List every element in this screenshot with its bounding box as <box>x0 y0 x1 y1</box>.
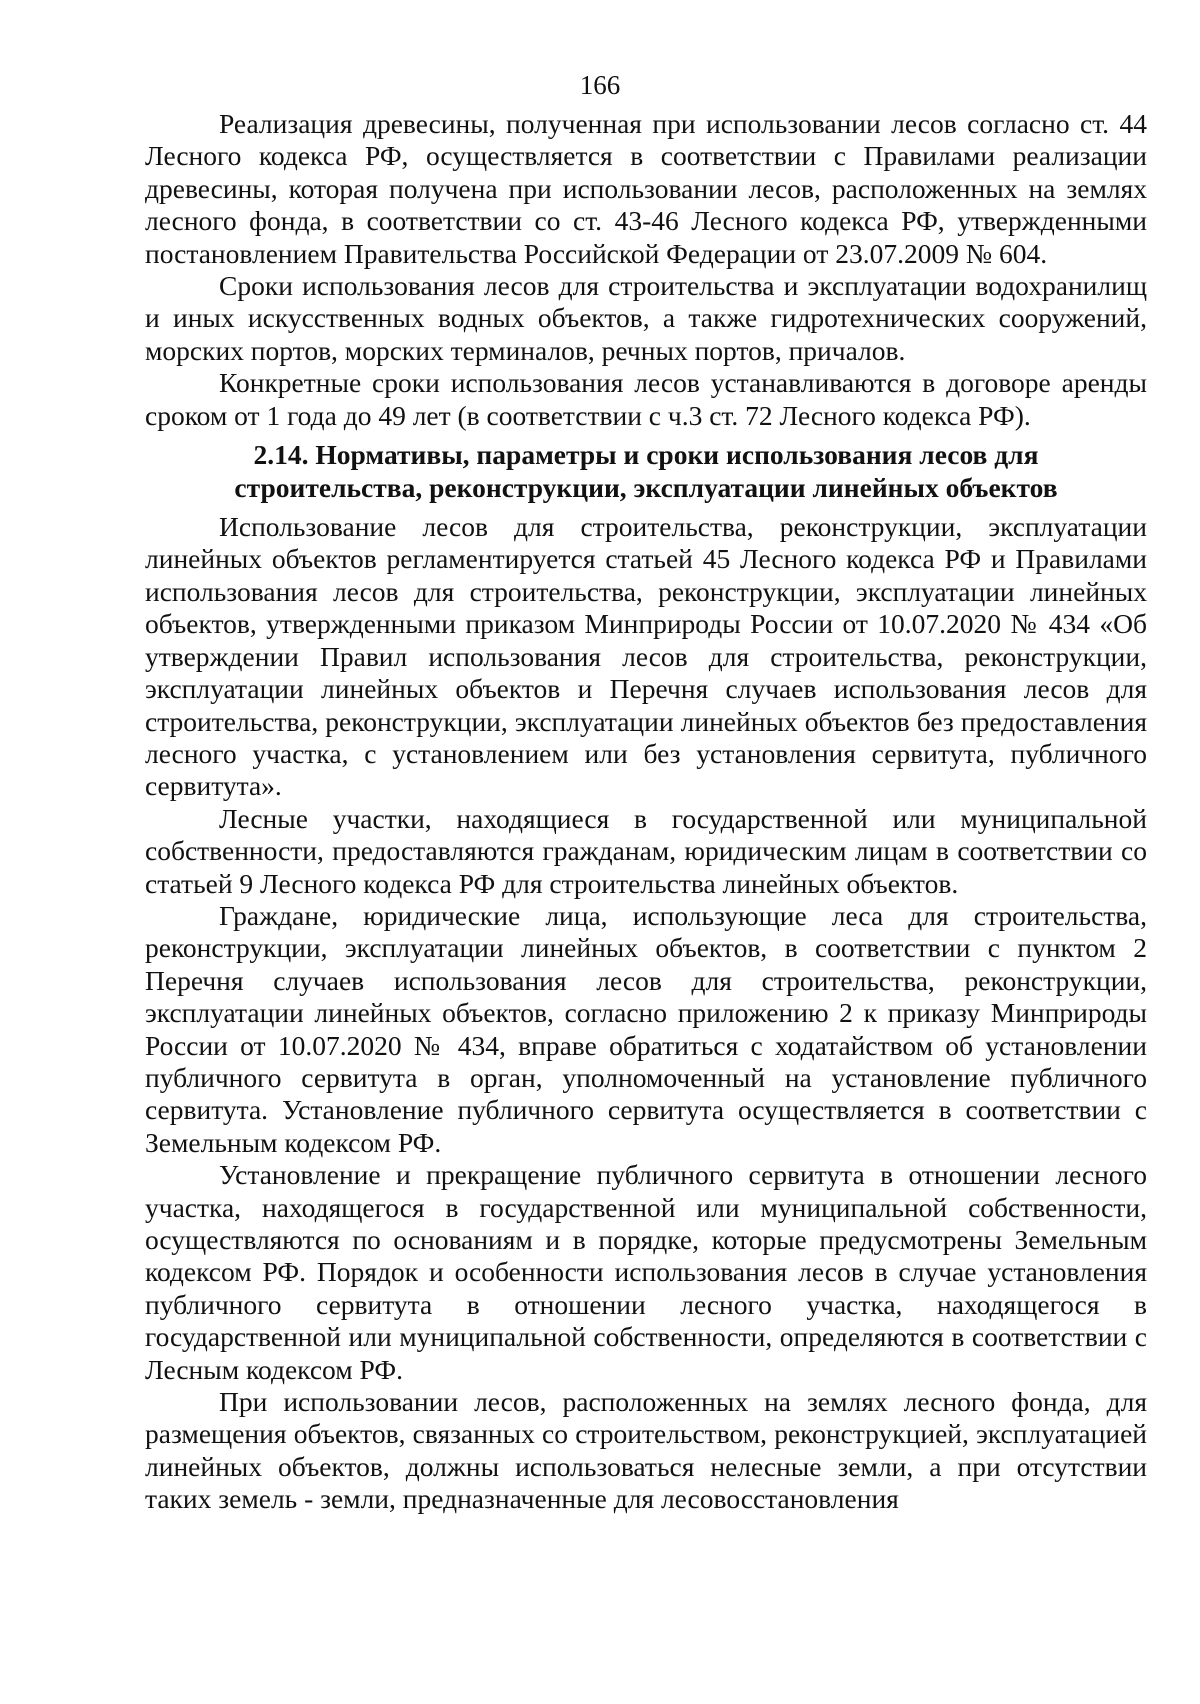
paragraph-linear-objects-rules: Использование лесов для строительства, реконструкции, эксплуатации линейных объектов регламентируется статьей 45 Лесного кодекса РФ и Правилами использования лесов для строительства, реконструкции, эксплуатации линейных объектов, утвержденными приказом Минприроды России от 10.07.2020 № 434 «Об утверждении Правил использования лесов для строительства, реконструкции, эксплуатации линейных объектов и Перечня случаев использования лесов для строительства, реконструкции, эксплуатации линейных объектов без предоставления лесного участка, с установлением или без установления сервитута, публичного сервитута». <box>145 511 1147 802</box>
paragraph-timber-sale: Реализация древесины, полученная при использовании лесов согласно ст. 44 Лесного кодекса РФ, осуществляется в соответствии с Правилами реализации древесины, которая получена при использовании лесов, расположенных на землях лесного фонда, в соответствии со ст. 43-46 Лесного кодекса РФ, утвержденными постановлением Правительства Российской Федерации от 23.07.2009 № 604. <box>145 108 1147 269</box>
page-number: 166 <box>579 70 621 100</box>
paragraph-forest-plots-provision: Лесные участки, находящиеся в государственной или муниципальной собственности, предоставляются гражданам, юридическим лицам в соответствии со статьей 9 Лесного кодекса РФ для строительства линейных объектов. <box>145 802 1147 899</box>
paragraph-reservoir-terms: Сроки использования лесов для строительства и эксплуатации водохранилищ и иных искусственных водных объектов, а также гидротехнических сооружений, морских портов, морских терминалов, речных портов, причалов. <box>145 270 1147 366</box>
document-body <box>145 108 1147 1516</box>
paragraph-public-servitude-petition: Граждане, юридические лица, использующие леса для строительства, реконструкции, эксплуатации линейных объектов, в соответствии с пунктом 2 Перечня случаев использования лесов для строительства, реконструкции, эксплуатации линейных объектов, согласно приложению 2 к приказу Минприроды России от 10.07.2020 № 434, вправе обратиться с ходатайством об установлении публичного сервитута в орган, уполномоченный на установление публичного сервитута. Установление публичного сервитута осуществляется в соответствии с Земельным кодексом РФ. <box>145 899 1147 1158</box>
section-heading <box>145 439 1147 504</box>
section-heading-line-1: 2.14. Нормативы, параметры и сроки использования лесов для <box>253 439 1039 471</box>
paragraph-non-forest-lands: При использовании лесов, расположенных на землях лесного фонда, для размещения объектов, связанных со строительством, реконструкцией, эксплуатацией линейных объектов, должны использоваться нелесные земли, а при отсутствии таких земель - земли, предназначенные для лесовосстановления <box>145 1386 1147 1515</box>
paragraph-servitude-termination: Установление и прекращение публичного сервитута в отношении лесного участка, находящегося в государственной или муниципальной собственности, осуществляются по основаниям и в порядке, которые предусмотрены Земельным кодексом РФ. Порядок и особенности использования лесов в случае установления публичного сервитута в отношении лесного участка, находящегося в государственной или муниципальной собственности, определяются в соответствии с Лесным кодексом РФ. <box>145 1159 1147 1385</box>
paragraph-lease-terms: Конкретные сроки использования лесов устанавливаются в договоре аренды сроком от 1 года до 49 лет (в соответствии с ч.3 ст. 72 Лесного кодекса РФ). <box>145 367 1147 431</box>
section-heading-line-2: строительства, реконструкции, эксплуатации линейных объектов <box>234 471 1058 503</box>
